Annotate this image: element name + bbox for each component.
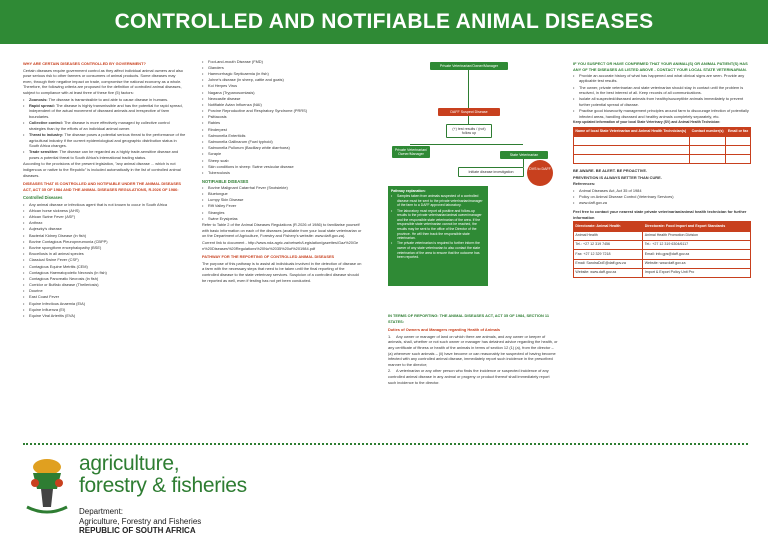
list-item: • Bovine Malignant Catarrhal Fever (Snotsiekte) [202,185,362,191]
list-item: • Salmonella Pullorum (Bacillary white diarrhoea) [202,145,362,151]
contact-cell: Email: info.gps@daff.gov.za [643,250,751,259]
list-item: • Lumpy Skin Disease [202,197,362,203]
document-link[interactable]: Current link to document - http://www.nda.agric.za/vetweb/Legislation/gazettes/Gaz%20Gen%20Diseases%20Regulations%20No%2035%20of%201984.pdf [202,240,359,251]
list-item: • Animal Diseases Act, Act 35 of 1984 [573,188,751,194]
list-item: • Rift Valley Fever [202,203,362,209]
contact-cell: Website: www.daff.gov.za [643,259,751,268]
diagram-circle-dvs: DVS to DAFF [527,160,553,186]
list-item: • Any animal disease or infectious agent that is not known to occur in South Africa [23,202,186,208]
table-header: Directorate: Food Import and Export Standards [643,222,751,231]
department-label: Department: Agriculture, Forestry and Fisheries REPUBLIC OF SOUTH AFRICA [79,507,202,535]
diagram-box-private-vet-owner: Private Veterinarian/ Owner/Manager [392,146,430,158]
subheading: NOTIFIABLE DISEASES [202,178,249,184]
list-item: • Policy on Animal Disease Control (Veterinary Services) [573,194,751,200]
list-item: • Haemorrhagic Septicaemia (in fish) [202,71,362,77]
list-item: • Johne's disease (in sheep, cattle and goats) [202,77,362,83]
list-item: • Strangles [202,210,362,216]
section-heading: PATHWAY FOR THE REPORTING OF CONTROLLED ANIMAL DISEASES [202,254,335,260]
list-item: • Classical Swine Fever (CSF) [23,257,186,263]
list-item: • Rapid spread: The disease is highly transmissible and has the potential for rapid spread, independent of the actual movement of diseased animals and irrespective of farm boundaries. [23,103,186,120]
diagram-arrow [410,144,523,145]
list-item: • Porcine Reproductive and Respiratory Syndrome (PRRS) [202,108,362,114]
list-item: • Glanders [202,65,362,71]
list-item: • Dourine [23,288,186,294]
list-item: • Salmonella Enteritidis [202,133,362,139]
intro-text: Certain diseases require government control as they affect individual animal owners and also pose serious risk to other farmers or consumers of animal products. Some diseases may even, through their negative impact on trade, compromise the national economy as a whole. Therefore, the following criteria are proposed for the definition of controlled animal diseases, subject to compliance with at least three of these five (5) factors: [23,67,183,95]
notifiable-list [202,185,362,222]
disease-list [202,59,362,176]
legislation-text: According to the provisions of the present legislation, "any animal disease ... which is not indigenous or native to the Republic" is included automatically in the list of controlled animal diseases. [23,161,181,178]
table-caption: Keep updated information of your local State Veterinary (SV) and Animal Health Technician: [573,120,721,125]
clause-1: 1. Any owner or manager of land on which there are animals, and any owner or keeper of animals, shall, whether or not such owner or manager has detained advice regarding the health, or any certificate of fitness or health of the animals in terms of section 12 (1) (a), from the director – (a) whenever such animals – (ii) have become or can reasonably be suspected of having become infected with any controlled animal disease, immediately report such incidence in the prescribed manner to the director; [388,333,558,367]
list-item: • Notifiable Avian Influenza (NAI) [202,102,362,108]
list-item: • Anthrax [23,220,186,226]
pathway-text: The purpose of this pathway is to assist all individuals involved in the detection of disease on a farm with the necessary steps that need to be taken until the final reporting of the controlled disease to the state veterinary services. Suspicion of a controlled disease should be reported as well, even if testing has not yet been conducted. [202,260,362,283]
clause-2: 2. A veterinarian or any other person who finds the incidence or suspected incidence of any controlled animal disease in any animal or progeny or product thereof shall immediately report such incidence to the director. [388,368,550,385]
slogan: BE AWARE. BE ALERT. BE PROACTIVE. [573,168,648,174]
table-header: Directorate: Animal Health [574,222,643,231]
list-item: • Tuberculosis [202,170,362,176]
table-header: Name of local State Veterinarian and Animal Health Technician(s) [574,127,690,136]
diagram-box-investigation: Initiate disease investigation [458,167,524,177]
list-item: • Threat to industry: The disease poses a potential serious threat to the performance of the agricultural industry if the current epidemiological and geographic distribution status in South Africa changes. [23,132,186,149]
diagram-arrow [468,70,469,108]
list-item: • Corridor or Buffalo disease (Theileriosis) [23,282,186,288]
list-item: • Practise good biosecurity management principles around farm to discourage infection of potentially infected areas, handling diseased and healthy animals completely separately, etc. [573,108,751,119]
column-4 [573,58,751,423]
list-item: • The owner, private veterinarian and state veterinarian should stay in contact until the problem is resolved, in the best interest of all. Keep records of all communications. [573,85,751,96]
dotted-divider [23,443,748,447]
list-item: • The private veterinarian is required to further inform the owner of any state veterinarian to also contact the state veterinarian of the area to ensure that the outcome has been reported. [391,241,485,259]
list-item: • Bovine Contagious Pleuropneumonia (CBPP) [23,239,186,245]
criteria-list [23,97,186,161]
list-item: • African Swine Fever (ASF) [23,214,186,220]
contact-cell: Tel.: +27 12 319 6304/6117 [643,240,751,249]
reporting-section [388,310,558,386]
list-item: • Skin conditions in sheep: Swine vesicular disease [202,164,362,170]
action-list [573,73,751,120]
list-item: • Rabies [202,120,362,126]
list-item: • Sheep scab [202,158,362,164]
list-item: • Bluetongue [202,191,362,197]
list-item: • Aujeszky's disease [23,226,186,232]
list-item: • Isolate all suspected/diseased animals from healthy/susceptible animals immediately to prevent further potential spread of disease. [573,96,751,107]
section-heading: DISEASES THAT IS CONTROLLED AND NOTIFIABLE UNDER THE ANIMAL DISEASES ACT, ACT 35 OF 1984 AND THE ANIMAL DISEASES REGULATIONS, R.2026 OF 1986: [23,181,182,192]
regulations-text: Refer to Table 2 of the Animal Diseases Regulations (R.2026 of 1986) to familiarise yourself with basic information on each of the diseases (available from your local state veterinarian or on the Department of Agriculture, Forestry and Fishery's website: www.daff.gov.za). [202,222,362,239]
section-heading: IN TERMS OF REPORTING: THE ANIMAL DISEASES ACT, ACT 35 OF 1984, SECTION 11 STATES: [388,313,549,324]
list-item: • Rinderpest [202,127,362,133]
list-item: • The laboratory must report all positive and follow-up results to the private veterinarian/animal owner/manager and the responsible state veterinarian of the area. If the responsible state veterinarian cannot be reached, the results may be sent to the office of the Director of the province. He will then track the responsible state veterinarian. [391,209,485,241]
list-item: • Nagana (Trypanosomiasis) [202,90,362,96]
brand-name: agriculture, forestry & fisheries [79,452,247,497]
list-item: • Equine Influenza (EI) [23,307,186,313]
list-item: • Trade sensitive: The disease can be regarded as a highly trade-sensitive disease and poses a potential threat to South Africa's international trading status. [23,149,186,160]
references-list [573,188,751,206]
list-item: • Equine Viral Arteritis (EVA) [23,313,186,319]
references-heading: References: [573,181,596,187]
list-item: • Swine Erysipelas [202,216,362,222]
page-title: CONTROLLED AND NOTIFIABLE ANIMAL DISEASES [0,0,768,44]
table-header: Contact number(s) [690,127,726,136]
table-header: Email or fax [726,127,751,136]
contact-cell: Website: www.daff.gov.za [574,269,643,278]
column-3 [388,58,558,423]
list-item: • African horse sickness (AHS) [23,208,186,214]
slogan-prevention: PREVENTION IS ALWAYS BETTER THAN CURE. [573,174,662,180]
list-item: • Contagious Pancreatic Necrosis (in fish) [23,276,186,282]
column-1 [23,58,186,423]
pathway-diagram [388,58,558,268]
contact-note: Feel free to contact your nearest state private veterinarian/animal health technician for further information [573,209,747,220]
list-item: • Equine Infectious Anaemia (EIA) [23,301,186,307]
diagram-arrow [468,116,469,124]
coat-of-arms-logo [23,455,71,517]
list-item: • www.daff.gov.za [573,200,751,206]
contact-cell: Fax: +27 12 329 7218 [574,250,643,259]
list-item: • East Coast Fever [23,294,186,300]
pathway-explanation: Pathway explanation: • Samples taken from animals suspected of a controlled disease must be sent to the private veterinarian/manager of the farm to a DAFF approved laboratory. • The laboratory must report all positive and follow-up results to the private veterinarian/animal owner/manager and the responsible state veterinarian of the area. If the responsible state veterinarian cannot be reached, the results may be sent to the office of the Director of the province. He will then track the responsible state veterinarian. • The private veterinarian is required to further inform the owner of any state veterinarian to also contact the state veterinarian of the area to ensure that the outcome has been reported. [388,186,488,286]
list-item: • Zoonosis: The disease is transmissible to and able to cause disease in humans. [23,97,186,103]
contact-cell: Email: SandraDoE@daff.gov.za [574,259,643,268]
contact-cell: Tel.: +27 12 319 7456 [574,240,643,249]
list-item: • Brucellosis in all animal species [23,251,186,257]
contact-cell: Animal Health [574,231,643,240]
list-item: • Collective control: The disease is more effectively managed by collective control strategies than by the efforts of an individual animal owner. [23,120,186,131]
subheading: Controlled Diseases [23,195,63,201]
section-heading: IF YOU SUSPECT OR HAVE CONFIRMED THAT YOUR ANIMAL(S) OR ANIMAL PATIENT(S) HAS ANY OF THE DISEASES AS LISTED ABOVE - CONTACT YOUR LOCAL STATE VETERINARIAN. [573,61,748,72]
list-item: • Salmonella Gallinarum (Fowl typhoid) [202,139,362,145]
list-item: • Bacterial Kidney Disease (in fish) [23,233,186,239]
section-heading: WHY ARE CERTAIN DISEASES CONTROLLED BY GOVERNMENT? [23,61,146,66]
list-item: • Scrapie [202,151,362,157]
diagram-box-state-vet: State Veterinarian [500,151,548,159]
list-item: • Bovine spongiform encephalopathy (BSE) [23,245,186,251]
list-item: • Psittacosis [202,114,362,120]
diagram-box-test-result: (+) test results / (not) follow up [446,124,492,138]
disease-list [23,202,186,319]
contact-cell: Animal Health Promotion Division [643,231,751,240]
directorate-table [573,221,751,278]
column-2 [202,58,362,423]
diagram-arrow [523,159,524,167]
list-item: • Newcastle disease [202,96,362,102]
list-item: • Contagious Haematopoietic Necrosis (in fish) [23,270,186,276]
list-item: • Koi Herpes Virus [202,83,362,89]
diagram-box-private-vet: Private Veterinarian/Owner/Manager [430,62,508,70]
footer [0,443,768,543]
list-item: • Foot-and-mouth Disease (FMD) [202,59,362,65]
list-item: • Samples taken from animals suspected of a controlled disease must be sent to the private veterinarian/manager of the farm to a DAFF approved laboratory. [391,194,485,208]
contact-table [573,127,751,164]
list-item: • Contagious Equine Metritis (CEM) [23,264,186,270]
subheading: Duties of Owners and Managers regarding Health of Animals [388,327,501,333]
diagram-box-suspect: DAFF Suspect Disease [438,108,500,116]
list-item: • Provide an accurate history of what has happened and what clinical signs are seen. Provide any applicable test results. [573,73,751,84]
contact-cell: Import & Export Policy Unit Pro [643,269,751,278]
